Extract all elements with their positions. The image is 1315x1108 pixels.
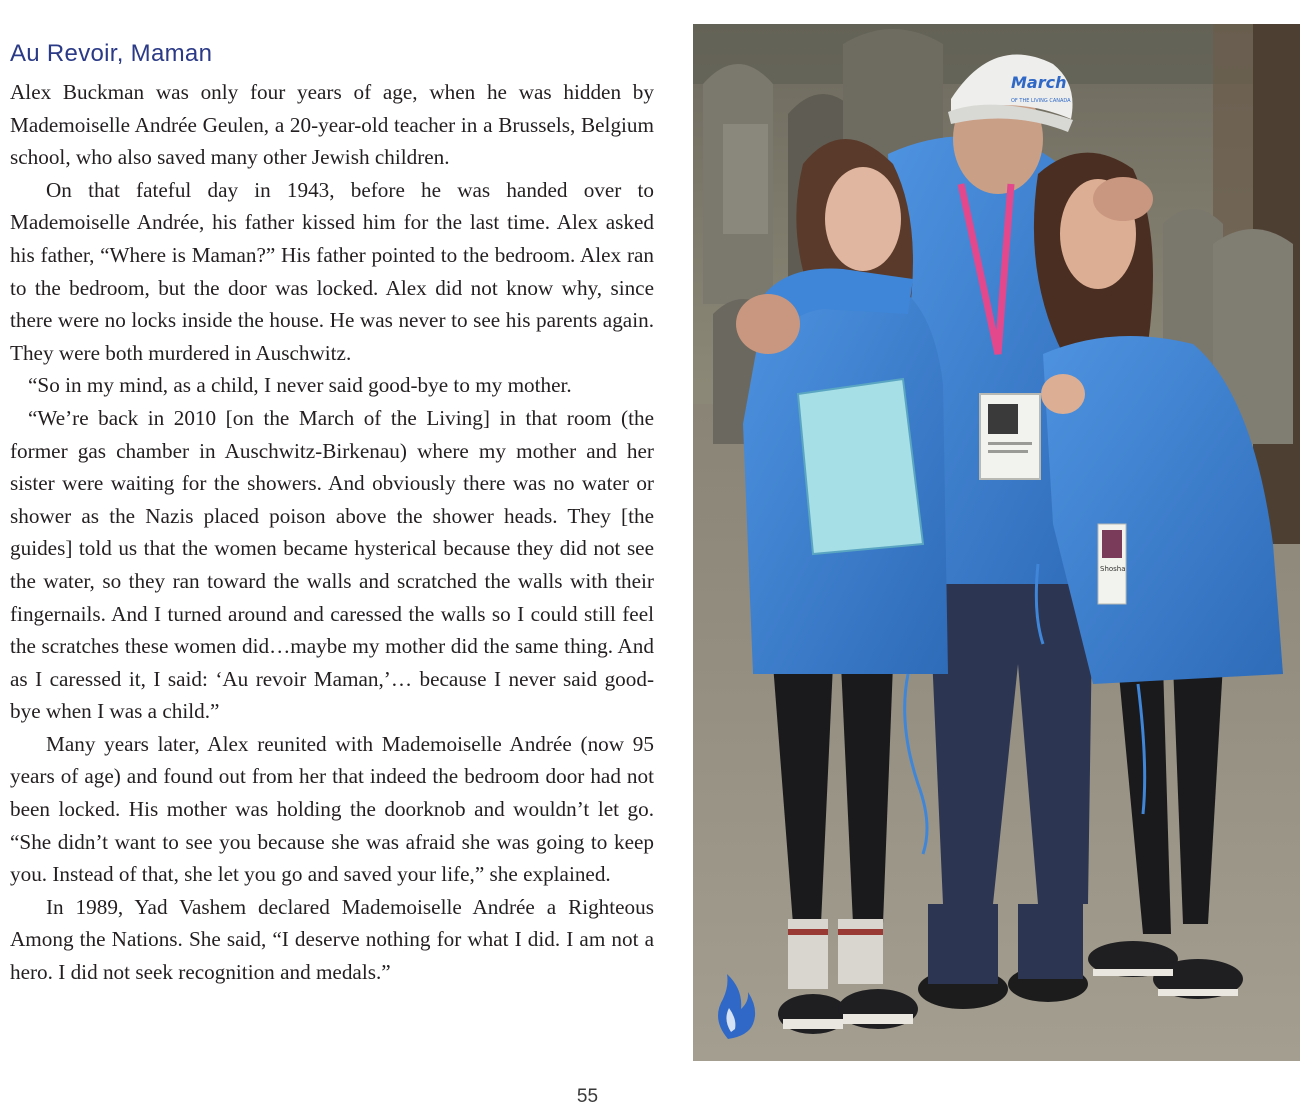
article-body xyxy=(10,76,654,989)
badge-name-text: Shosha xyxy=(1100,565,1126,573)
paragraph: Alex Buckman was only four years of age, when he was hidden by Mademoiselle Andrée Geulen, a 20-year-old teacher in a Brussels, Belgium school, who also saved many other Jewish children. xyxy=(10,80,654,170)
article-title: Au Revoir, Maman xyxy=(10,40,213,67)
paragraph: “We’re back in 2010 [on the March of the Living] in that room (the former gas chamber in Auschwitz-Birkenau) where my mother and her sister were waiting for the showers. And obviously there was no water or shower as the Nazis placed poison above the shower heads. They [the guides] told us that the women became hysterical because they did not see the water, so they ran toward the walls and scratched the walls with their fingernails. And I turned around and caressed the walls so I could still feel the scratches these women did…maybe my mother did the same thing. And as I caressed it, I said: ‘Au revoir Maman,’… because I never said good-bye when I was a child.” xyxy=(10,405,654,724)
cap-logo-text: March xyxy=(1011,73,1067,92)
paragraph: On that fateful day in 1943, before he was handed over to Mademoiselle Andrée, his father kissed him for the last time. Alex asked his father, “Where is Maman?” His father pointed to the bedroom. Alex ran to the bedroom, but the door was locked. Alex did not know why, since there were no locks inside the house. He was never to see his parents again. They were both murdered in Auschwitz. xyxy=(10,177,654,365)
cap-logo-subtext: OF THE LIVING CANADA xyxy=(1011,98,1071,104)
photo-survivor-with-students xyxy=(693,24,1300,1061)
page-number: 55 xyxy=(576,1086,599,1107)
paragraph: “So in my mind, as a child, I never said good-bye to my mother. xyxy=(28,373,572,398)
paragraph: Many years later, Alex reunited with Mademoiselle Andrée (now 95 years of age) and found out from her that indeed the bedroom door had not been locked. His mother was holding the doorknob and wouldn’t let go. “She didn’t want to see you because she was afraid she was going to keep you. Instead of that, she let you go and saved your life,” she explained. xyxy=(10,731,654,887)
paragraph: In 1989, Yad Vashem declared Mademoiselle Andrée a Righteous Among the Nations. She said, “I deserve nothing for what I did. I am not a hero. I did not seek recognition and medals.” xyxy=(10,894,654,985)
